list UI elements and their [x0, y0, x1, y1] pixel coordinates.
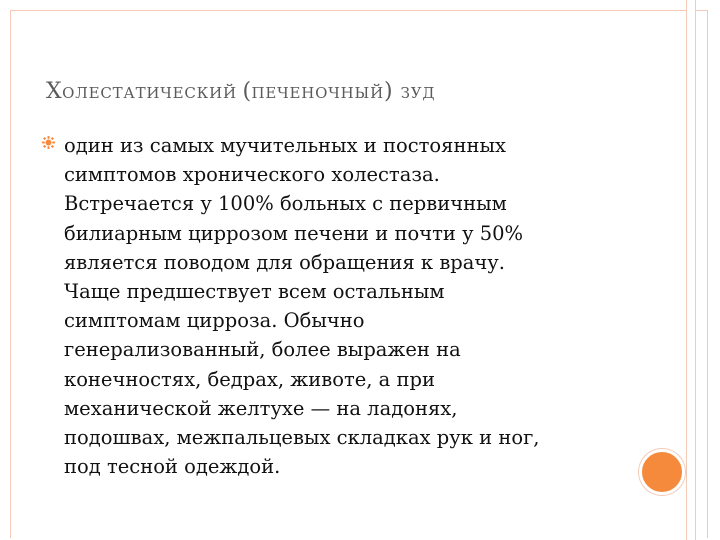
bullet-text: один из самых мучительных и постоянных симптомов хронического холестаза. Встречается у 100% больных с первичным билиарным циррозом печени и почти у 50% является поводом для обращения к врачу. Чаще предшествует всем остальным симптомам цирроза. Обычно генерализованный, более выражен на конечностях, бедрах, животе, а при механической желтухе — на ладонях, подошвах, межпальцевых складках рук и ног, под тесной одеждой. [64, 134, 540, 479]
title-part: ЗУД [400, 84, 436, 102]
title-part: ОЛЕСТАТИЧЕСКИЙ [62, 84, 243, 102]
orange-sun-bullet-icon [42, 136, 55, 149]
decorative-orange-circle [639, 449, 685, 495]
title-part: Х [46, 79, 63, 104]
slide-title [46, 79, 435, 104]
slide-right-band [686, 0, 696, 540]
title-part: ( [242, 79, 252, 104]
title-part: ) [384, 79, 401, 104]
title-part: ПЕЧЕНОЧНЫЙ [251, 84, 384, 102]
